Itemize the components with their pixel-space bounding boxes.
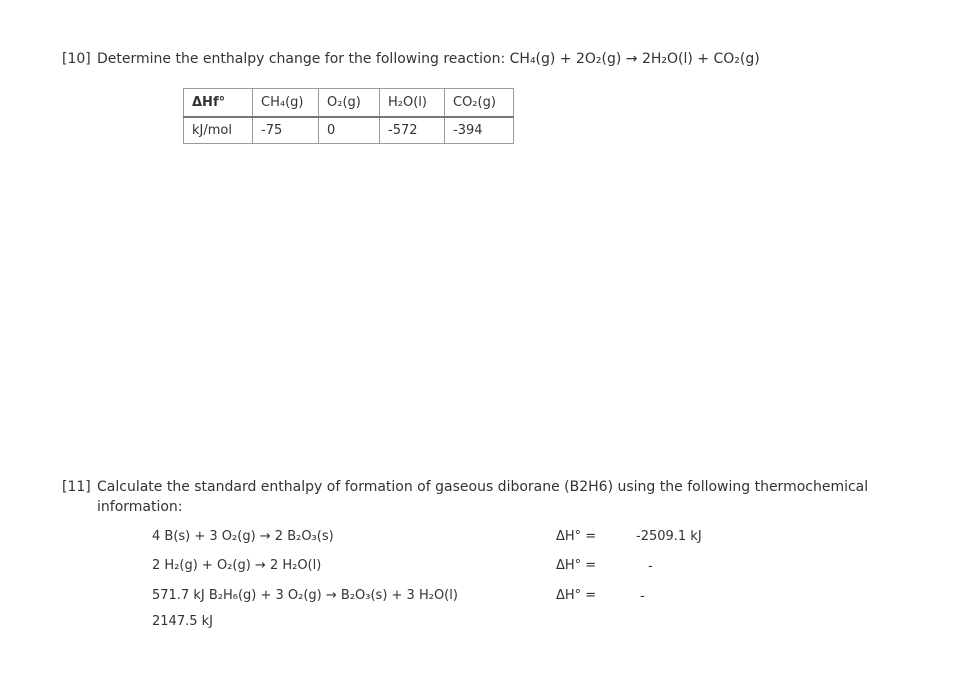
enthalpy-table [183,88,514,144]
question-number: [11] [62,479,91,495]
delta-h-value: -2509.1 kJ [636,529,702,544]
table-header-cell: O₂(g) [319,89,380,118]
reaction-equation: 2 H₂(g) + O₂(g) → 2 H₂O(l) [152,558,322,573]
delta-h-value: - [648,559,653,574]
delta-h-label: ΔH° = [556,529,597,544]
question-text: Calculate the standard enthalpy of formation of gaseous diborane (B2H6) using the following thermochemical [97,479,869,495]
table-cell: -572 [380,117,445,144]
reaction-equation: 4 B(s) + 3 O₂(g) → 2 B₂O₃(s) [152,529,334,544]
table-cell: 0 [319,117,380,144]
delta-h-label: ΔH° = [556,558,597,573]
trailing-value: 2147.5 kJ [152,614,213,629]
reaction-equation: 571.7 kJ B₂H₆(g) + 3 O₂(g) → B₂O₃(s) + 3 H₂O(l) [152,588,458,603]
question-10 [62,49,760,69]
delta-h-label: ΔH° = [556,588,597,603]
table-header-cell: CO₂(g) [445,89,514,118]
table-row [184,117,514,144]
table-header-cell: ΔHf° [184,89,253,118]
question-11 [62,477,942,517]
table-header-row [184,89,514,118]
table-cell: -75 [253,117,319,144]
question-text: Determine the enthalpy change for the following reaction: CH₄(g) + 2O₂(g) → 2H₂O(l) + CO₂(g) [97,51,760,67]
table-header-cell: H₂O(l) [380,89,445,118]
question-number: [10] [62,51,91,67]
delta-h-value: - [640,589,645,604]
table-cell: -394 [445,117,514,144]
table-header-cell: CH₄(g) [253,89,319,118]
table-cell: kJ/mol [184,117,253,144]
question-text-continued: information: [97,499,183,515]
